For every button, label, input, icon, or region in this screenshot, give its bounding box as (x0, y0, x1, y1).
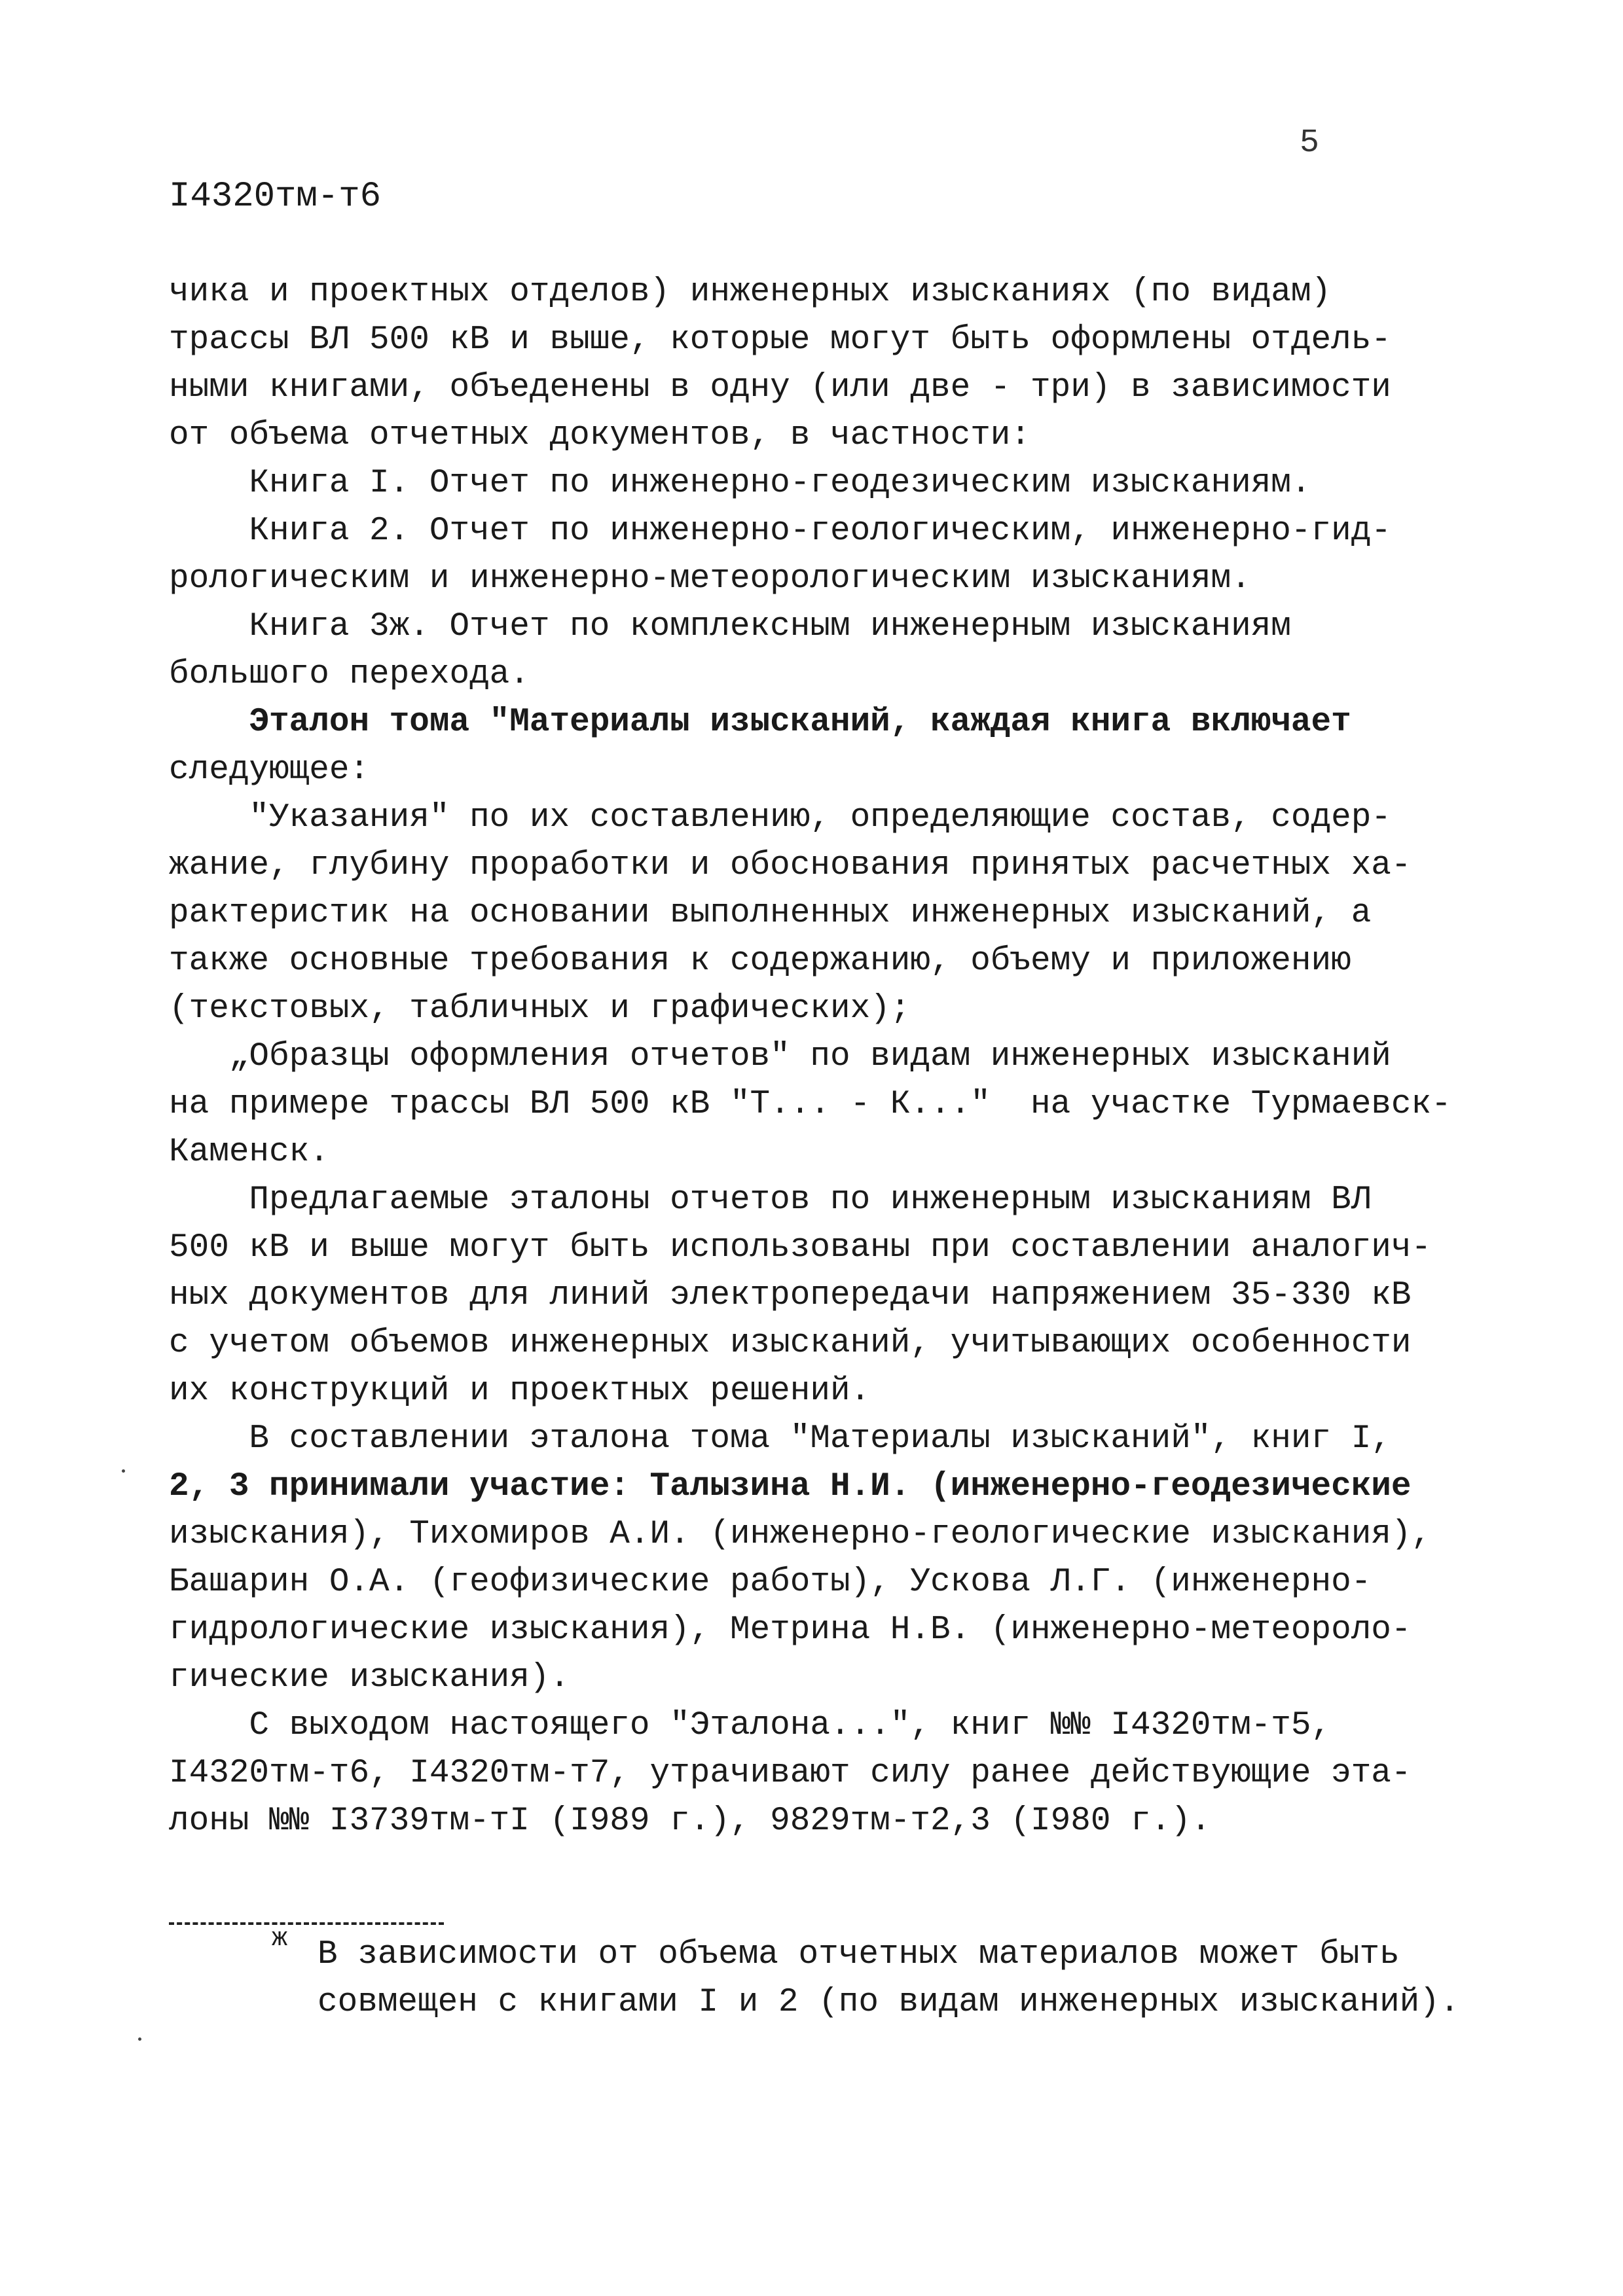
page-number: 5 (1300, 124, 1320, 162)
text-line: также основные требования к содержанию, объему и приложению (169, 942, 1351, 980)
text-line: их конструкций и проектных решений. (169, 1372, 871, 1410)
text-line: (текстовых, табличных и графических); (169, 990, 911, 1028)
text-line: "Указания" по их составлению, определяющие состав, содер- (169, 799, 1391, 836)
text-line: Предлагаемые эталоны отчетов по инженерным изысканиям ВЛ (169, 1181, 1372, 1219)
text-line: большого перехода. (169, 656, 530, 693)
body-text (169, 268, 1491, 1845)
document-code: I4320тм-т6 (169, 177, 382, 217)
text-line: Эталон тома "Материалы изысканий, каждая книга включает (169, 704, 1351, 741)
footnote-mark: ж (272, 1924, 288, 1954)
text-line: „Образцы оформления отчетов" по видам инженерных изысканий (169, 1038, 1391, 1075)
text-line: Башарин О.А. (геофизические работы), Ускова Л.Г. (инженерно- (169, 1564, 1372, 1601)
text-line: С выходом настоящего "Эталона...", книг №№ I4320тм-т5, (169, 1707, 1332, 1744)
scan-speck (122, 1469, 125, 1473)
text-line: Книга I. Отчет по инженерно-геодезическим изысканиям. (169, 465, 1311, 502)
text-line: с учетом объемов инженерных изысканий, учитывающих особенности (169, 1325, 1412, 1362)
text-line: 500 кВ и выше могут быть использованы при составлении аналогич- (169, 1229, 1432, 1266)
text-line: гидрологические изыскания), Метрина Н.В. (инженерно-метеороло- (169, 1611, 1412, 1649)
text-line: В составлении эталона тома "Материалы изысканий", книг I, (169, 1420, 1391, 1458)
text-line: чика и проектных отделов) инженерных изысканиях (по видам) (169, 274, 1332, 311)
text-line: ных документов для линий электропередачи напряжением 35-330 кВ (169, 1277, 1412, 1314)
text-line: рактеристик на основании выполненных инженерных изысканий, а (169, 895, 1372, 932)
text-line: Книга 3ж. Отчет по комплексным инженерным изысканиям (169, 608, 1291, 645)
text-line: Каменск. (169, 1134, 329, 1171)
text-line: следующее: (169, 751, 370, 789)
text-line: I4320тм-т6, I4320тм-т7, утрачивают силу ранее действующие эта- (169, 1755, 1412, 1792)
text-line: ными книгами, объеденены в одну (или две - три) в зависимости (169, 369, 1391, 406)
footnote-line: В зависимости от объема отчетных материалов может быть (318, 1936, 1400, 1973)
footnote-divider (169, 1922, 444, 1925)
footnote-line: совмещен с книгами I и 2 (по видам инженерных изысканий). (318, 1984, 1460, 2021)
text-line: жание, глубину проработки и обоснования принятых расчетных ха- (169, 847, 1412, 884)
text-line: изыскания), Тихомиров А.И. (инженерно-геологические изыскания), (169, 1516, 1432, 1553)
text-line: гические изыскания). (169, 1659, 570, 1696)
text-line: на примере трассы ВЛ 500 кВ "Т... - К..." на участке Турмаевск- (169, 1086, 1451, 1123)
text-line: лоны №№ I3739тм-тI (I989 г.), 9829тм-т2,3 (I980 г.). (169, 1803, 1211, 1840)
text-line: рологическим и инженерно-метеорологическим изысканиям. (169, 560, 1251, 598)
text-line: Книга 2. Отчет по инженерно-геологическим, инженерно-гид- (169, 512, 1391, 550)
text-line: трассы ВЛ 500 кВ и выше, которые могут быть оформлены отдель- (169, 321, 1391, 359)
text-line: 2, 3 принимали участие: Талызина Н.И. (инженерно-геодезические (169, 1468, 1412, 1505)
footnote (272, 1931, 1516, 2026)
text-line: от объема отчетных документов, в частности: (169, 417, 1031, 454)
scan-speck (138, 2037, 141, 2041)
